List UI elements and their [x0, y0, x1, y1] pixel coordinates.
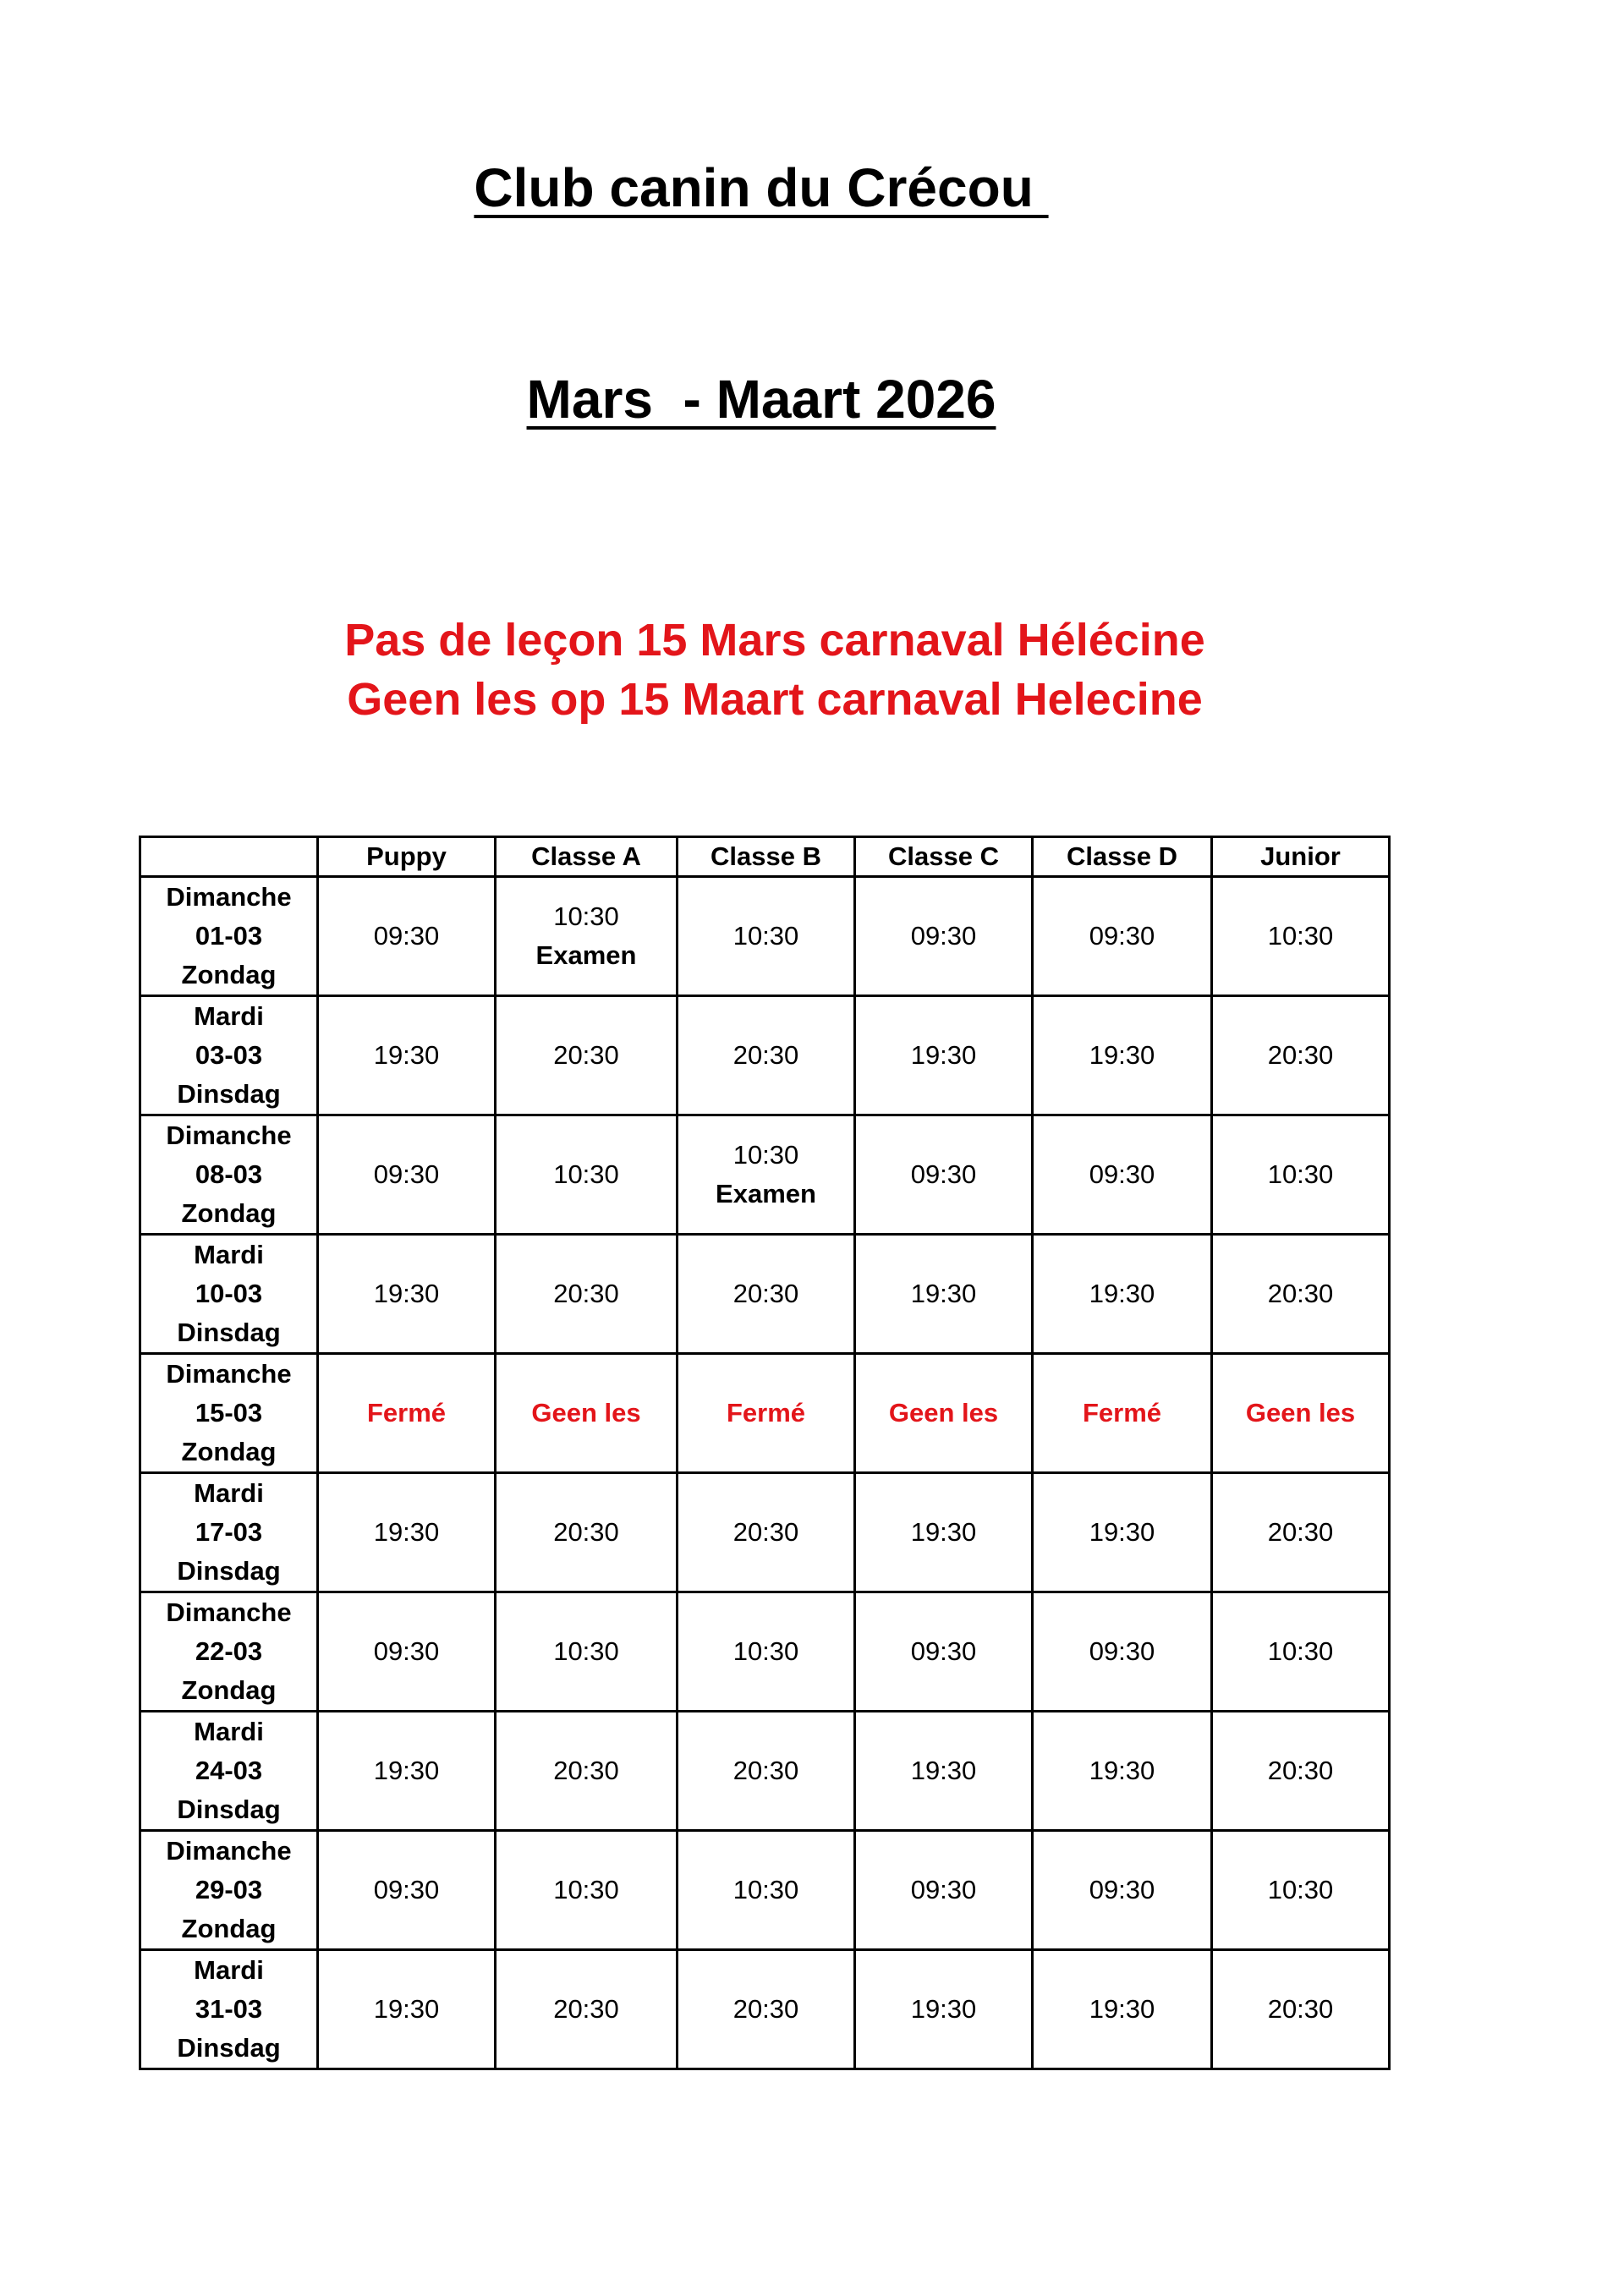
table-row — [140, 1950, 1390, 2069]
schedule-cell — [318, 1712, 496, 1831]
lesson-time: 09:30 — [910, 921, 977, 951]
schedule-cell — [1212, 996, 1390, 1115]
schedule-cell — [855, 1115, 1033, 1235]
schedule-body — [140, 877, 1390, 2069]
schedule-cell — [1212, 1235, 1390, 1354]
lesson-time: 19:30 — [1089, 1517, 1155, 1547]
lesson-time: 19:30 — [910, 1279, 977, 1308]
day-name-nl: Dinsdag — [177, 1318, 281, 1347]
lesson-time: 10:30 — [1267, 1636, 1334, 1666]
date-value: 03-03 — [195, 1040, 263, 1070]
schedule-cell — [1033, 1592, 1212, 1712]
schedule-cell — [1212, 1950, 1390, 2069]
lesson-time: 20:30 — [732, 1994, 799, 2024]
schedule-cell — [855, 1712, 1033, 1831]
day-name-fr: Dimanche — [166, 1597, 292, 1627]
lesson-time: 09:30 — [373, 1636, 440, 1666]
closed-label: Geen les — [1245, 1398, 1356, 1427]
lesson-time: 19:30 — [910, 1040, 977, 1070]
lesson-time: 20:30 — [553, 1756, 619, 1785]
date-value: 01-03 — [195, 921, 263, 951]
schedule-cell — [678, 1712, 855, 1831]
lesson-time: 20:30 — [732, 1756, 799, 1785]
lesson-time: 10:30 — [1267, 921, 1334, 951]
schedule-cell — [1033, 1235, 1212, 1354]
day-name-nl: Dinsdag — [177, 1795, 281, 1824]
schedule-cell — [1033, 1473, 1212, 1592]
header-classe-a: Classe A — [496, 837, 678, 877]
schedule-cell — [1033, 1831, 1212, 1950]
schedule-cell — [318, 877, 496, 996]
lesson-time: 20:30 — [732, 1040, 799, 1070]
closed-label: Geen les — [531, 1398, 641, 1427]
table-row — [140, 1592, 1390, 1712]
exam-note: Examen — [716, 1179, 816, 1208]
table-row — [140, 1712, 1390, 1831]
exam-note: Examen — [535, 940, 637, 970]
lesson-time: 20:30 — [553, 1279, 619, 1308]
day-name-nl: Zondag — [181, 1675, 277, 1705]
schedule-cell — [1212, 1592, 1390, 1712]
lesson-time: 10:30 — [732, 921, 799, 951]
schedule-cell — [855, 1473, 1033, 1592]
schedule-cell — [496, 996, 678, 1115]
schedule-cell — [1212, 877, 1390, 996]
header-classe-c: Classe C — [855, 837, 1033, 877]
lesson-time: 09:30 — [1089, 1159, 1155, 1189]
schedule-cell — [1033, 1950, 1212, 2069]
lesson-time: 19:30 — [373, 1756, 440, 1785]
lesson-time: 19:30 — [1089, 1040, 1155, 1070]
date-cell — [140, 1115, 318, 1235]
date-value: 08-03 — [195, 1159, 263, 1189]
schedule-cell — [678, 1592, 855, 1712]
lesson-time: 10:30 — [553, 1159, 619, 1189]
day-name-nl: Zondag — [181, 1437, 277, 1466]
header-classe-b: Classe B — [678, 837, 855, 877]
schedule-cell — [496, 1354, 678, 1473]
schedule-cell — [855, 1354, 1033, 1473]
day-name-fr: Dimanche — [166, 1359, 292, 1389]
table-row — [140, 996, 1390, 1115]
lesson-time: 20:30 — [1267, 1994, 1334, 2024]
day-name-nl: Zondag — [181, 1198, 277, 1228]
schedule-cell — [678, 1831, 855, 1950]
schedule-cell — [678, 877, 855, 996]
date-value: 29-03 — [195, 1875, 263, 1904]
schedule-cell — [496, 1115, 678, 1235]
schedule-cell — [855, 1592, 1033, 1712]
date-cell — [140, 1592, 318, 1712]
lesson-time: 09:30 — [910, 1159, 977, 1189]
lesson-time: 10:30 — [553, 901, 619, 931]
lesson-time: 09:30 — [373, 921, 440, 951]
lesson-time: 19:30 — [1089, 1279, 1155, 1308]
day-name-fr: Mardi — [194, 1478, 264, 1508]
table-row — [140, 877, 1390, 996]
lesson-time: 09:30 — [910, 1875, 977, 1904]
lesson-time: 09:30 — [1089, 1875, 1155, 1904]
lesson-time: 19:30 — [1089, 1994, 1155, 2024]
day-name-nl: Dinsdag — [177, 1079, 281, 1109]
day-name-fr: Dimanche — [166, 882, 292, 912]
schedule-cell — [1212, 1473, 1390, 1592]
date-value: 31-03 — [195, 1994, 263, 2024]
day-name-nl: Zondag — [181, 960, 277, 989]
lesson-time: 10:30 — [732, 1636, 799, 1666]
schedule-cell — [678, 1354, 855, 1473]
schedule-table — [139, 836, 1391, 2070]
date-cell — [140, 1473, 318, 1592]
lesson-time: 09:30 — [1089, 1636, 1155, 1666]
table-row — [140, 1473, 1390, 1592]
schedule-cell — [1212, 1115, 1390, 1235]
schedule-cell — [318, 1592, 496, 1712]
schedule-cell — [318, 1831, 496, 1950]
table-row — [140, 1235, 1390, 1354]
date-value: 24-03 — [195, 1756, 263, 1785]
lesson-time: 09:30 — [373, 1159, 440, 1189]
notice-line-nl: Geen les op 15 Maart carnaval Helecine — [347, 674, 1203, 725]
schedule-cell — [678, 1115, 855, 1235]
lesson-time: 10:30 — [553, 1636, 619, 1666]
date-cell — [140, 877, 318, 996]
schedule-cell — [1033, 1354, 1212, 1473]
schedule-cell — [496, 1592, 678, 1712]
schedule-cell — [1033, 1712, 1212, 1831]
schedule-header-row — [140, 837, 1390, 877]
schedule-cell — [1212, 1712, 1390, 1831]
lesson-time: 09:30 — [910, 1636, 977, 1666]
notice-line-fr: Pas de leçon 15 Mars carnaval Hélécine — [344, 615, 1205, 666]
schedule-cell — [496, 1235, 678, 1354]
schedule-cell — [496, 1712, 678, 1831]
header-puppy: Puppy — [318, 837, 496, 877]
schedule-cell — [1212, 1831, 1390, 1950]
schedule-cell — [678, 1473, 855, 1592]
schedule-cell — [318, 1354, 496, 1473]
date-cell — [140, 996, 318, 1115]
date-cell — [140, 1831, 318, 1950]
schedule-cell — [1033, 877, 1212, 996]
closed-label: Fermé — [1082, 1398, 1162, 1427]
lesson-time: 19:30 — [373, 1517, 440, 1547]
schedule-cell — [855, 1831, 1033, 1950]
lesson-time: 20:30 — [732, 1279, 799, 1308]
schedule-cell — [678, 1950, 855, 2069]
day-name-nl: Dinsdag — [177, 1556, 281, 1586]
day-name-fr: Mardi — [194, 1240, 264, 1269]
schedule-cell — [496, 1950, 678, 2069]
schedule-cell — [855, 877, 1033, 996]
lesson-time: 09:30 — [373, 1875, 440, 1904]
day-name-fr: Dimanche — [166, 1121, 292, 1150]
schedule-cell — [678, 1235, 855, 1354]
lesson-time: 19:30 — [373, 1040, 440, 1070]
header-corner — [140, 837, 318, 877]
lesson-time: 10:30 — [732, 1140, 799, 1170]
page-subtitle: Mars - Maart 2026 — [526, 369, 996, 430]
closed-label: Fermé — [366, 1398, 447, 1427]
schedule-cell — [855, 1235, 1033, 1354]
day-name-fr: Mardi — [194, 1717, 264, 1746]
lesson-time: 19:30 — [373, 1279, 440, 1308]
schedule-cell — [318, 1115, 496, 1235]
schedule-cell — [496, 877, 678, 996]
schedule-cell — [678, 996, 855, 1115]
schedule-cell — [318, 1473, 496, 1592]
lesson-time: 19:30 — [910, 1517, 977, 1547]
header-classe-d: Classe D — [1033, 837, 1212, 877]
date-value: 17-03 — [195, 1517, 263, 1547]
schedule-cell — [318, 996, 496, 1115]
date-value: 22-03 — [195, 1636, 263, 1666]
header-junior: Junior — [1212, 837, 1390, 877]
schedule-cell — [318, 1235, 496, 1354]
schedule-cell — [1033, 996, 1212, 1115]
table-row — [140, 1115, 1390, 1235]
lesson-time: 19:30 — [373, 1994, 440, 2024]
schedule-cell — [496, 1473, 678, 1592]
lesson-time: 19:30 — [1089, 1756, 1155, 1785]
lesson-time: 20:30 — [553, 1517, 619, 1547]
page-title: Club canin du Crécou — [474, 157, 1049, 218]
closed-label: Geen les — [888, 1398, 999, 1427]
day-name-fr: Mardi — [194, 1001, 264, 1031]
date-value: 15-03 — [195, 1398, 263, 1427]
day-name-nl: Zondag — [181, 1914, 277, 1943]
date-cell — [140, 1354, 318, 1473]
lesson-time: 20:30 — [732, 1517, 799, 1547]
day-name-fr: Dimanche — [166, 1836, 292, 1866]
lesson-time: 10:30 — [1267, 1159, 1334, 1189]
date-cell — [140, 1712, 318, 1831]
lesson-time: 20:30 — [553, 1994, 619, 2024]
lesson-time: 20:30 — [553, 1040, 619, 1070]
schedule-cell — [496, 1831, 678, 1950]
lesson-time: 20:30 — [1267, 1279, 1334, 1308]
date-cell — [140, 1235, 318, 1354]
table-row — [140, 1354, 1390, 1473]
schedule-cell — [1033, 1115, 1212, 1235]
lesson-time: 09:30 — [1089, 921, 1155, 951]
lesson-time: 19:30 — [910, 1994, 977, 2024]
lesson-time: 20:30 — [1267, 1517, 1334, 1547]
day-name-nl: Dinsdag — [177, 2033, 281, 2063]
date-value: 10-03 — [195, 1279, 263, 1308]
closed-label: Fermé — [726, 1398, 806, 1427]
date-cell — [140, 1950, 318, 2069]
schedule-cell — [855, 996, 1033, 1115]
lesson-time: 10:30 — [1267, 1875, 1334, 1904]
schedule-cell — [318, 1950, 496, 2069]
lesson-time: 10:30 — [732, 1875, 799, 1904]
lesson-time: 20:30 — [1267, 1040, 1334, 1070]
day-name-fr: Mardi — [194, 1955, 264, 1985]
schedule-cell — [1212, 1354, 1390, 1473]
lesson-time: 20:30 — [1267, 1756, 1334, 1785]
lesson-time: 19:30 — [910, 1756, 977, 1785]
lesson-time: 10:30 — [553, 1875, 619, 1904]
schedule-cell — [855, 1950, 1033, 2069]
table-row — [140, 1831, 1390, 1950]
